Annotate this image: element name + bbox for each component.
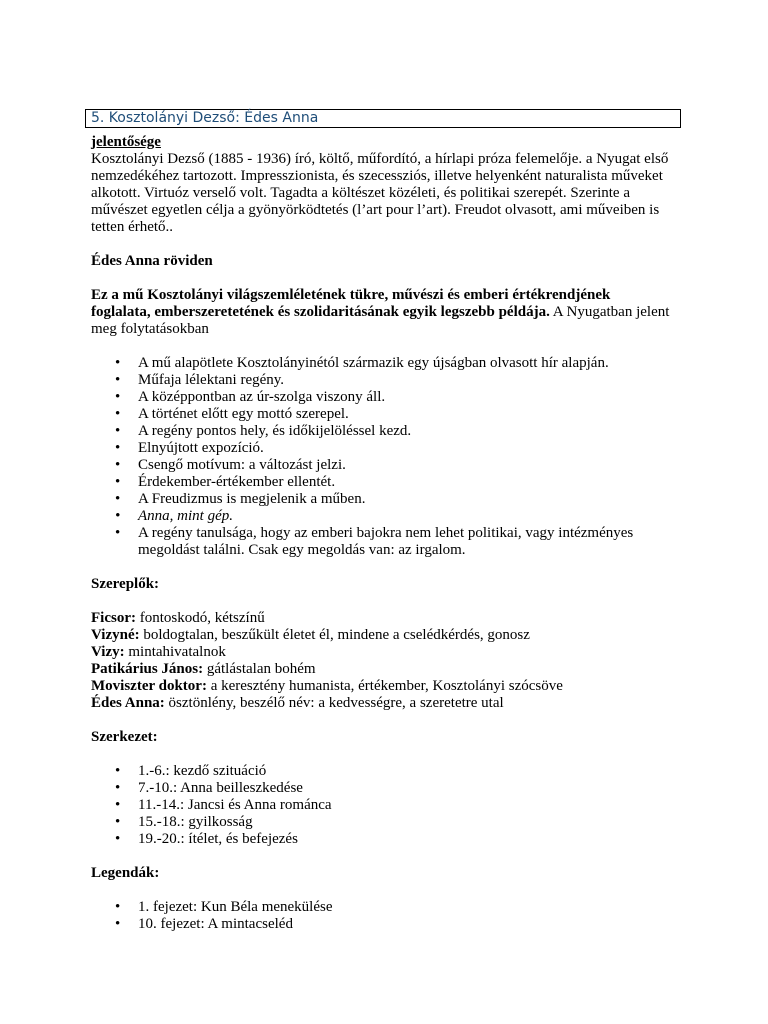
list-item: • Érdekember-értékember ellentét. bbox=[138, 474, 671, 491]
paragraph-roviden bbox=[91, 287, 671, 338]
list-item: • A középpontban az úr-szolga viszony áll. bbox=[138, 389, 671, 406]
character-line bbox=[91, 678, 671, 695]
list-item: • A Freudizmus is megjelenik a műben. bbox=[138, 491, 671, 508]
character-line bbox=[91, 610, 671, 627]
character-name: Ficsor: bbox=[91, 610, 136, 626]
character-desc: gátlástalan bohém bbox=[203, 661, 316, 677]
character-desc: ösztönlény, beszélő név: a kedvességre, a szeretetre utal bbox=[164, 695, 504, 711]
paragraph-roviden-tail: A Nyugatban jelent meg folytatásokban bbox=[91, 304, 670, 337]
section-heading-szerkezet: Szerkezet: bbox=[91, 729, 158, 745]
list-item: • 1.-6.: kezdő szituáció bbox=[138, 763, 671, 780]
list-item: • 19.-20.: ítélet, és befejezés bbox=[138, 831, 671, 848]
list-item: • Csengő motívum: a változást jelzi. bbox=[138, 457, 671, 474]
document-title: 5. Kosztolányi Dezső: Édes Anna bbox=[85, 109, 681, 128]
document-body bbox=[91, 134, 671, 933]
list-item: • Műfaja lélektani regény. bbox=[138, 372, 671, 389]
list-item: • A történet előtt egy mottó szerepel. bbox=[138, 406, 671, 423]
list-item: • 11.-14.: Jancsi és Anna románca bbox=[138, 797, 671, 814]
character-desc: a keresztény humanista, értékember, Kosztolányi szócsöve bbox=[206, 678, 563, 694]
character-desc: fontoskodó, kétszínű bbox=[135, 610, 265, 626]
section-heading-szereplok: Szereplők: bbox=[91, 576, 160, 592]
list-item: • 1. fejezet: Kun Béla menekülése bbox=[138, 899, 671, 916]
character-name: Vizyné: bbox=[91, 627, 140, 643]
list-item: • A regény pontos hely, és időkijelöléssel kezd. bbox=[138, 423, 671, 440]
character-line bbox=[91, 644, 671, 661]
list-item: • 15.-18.: gyilkosság bbox=[138, 814, 671, 831]
character-desc: boldogtalan, beszűkült életet él, mindene a cselédkérdés, gonosz bbox=[139, 627, 530, 643]
section-heading-roviden: Édes Anna röviden bbox=[91, 253, 213, 269]
legendak-list bbox=[91, 899, 671, 933]
section-heading-jelentosege: jelentősége bbox=[91, 134, 161, 150]
list-item: • 7.-10.: Anna beilleszkedése bbox=[138, 780, 671, 797]
character-name: Édes Anna: bbox=[91, 695, 165, 711]
character-line bbox=[91, 661, 671, 678]
character-name: Vizy: bbox=[91, 644, 125, 660]
list-item: • Elnyújtott expozíció. bbox=[138, 440, 671, 457]
paragraph-jelentosege: Kosztolányi Dezső (1885 - 1936) író, költő, műfordító, a hírlapi próza felemelője. a Nyugat első nemzedékéhez tartozott. Impresszionista, és szecessziós, illetve helyenként naturalista műveket alkotott. Virtuóz verselő volt. Tagadta a költészet közéleti, és politikai szerepét. Szerinte a művészet egyetlen célja a gyönyörködtetés (l’art pour l’art). Freudot olvasott, ami műveiben is tetten érhető.. bbox=[91, 151, 669, 235]
character-desc: mintahivatalnok bbox=[124, 644, 226, 660]
list-item: • 10. fejezet: A mintacseléd bbox=[138, 916, 671, 933]
character-name: Moviszter doktor: bbox=[91, 678, 207, 694]
roviden-list bbox=[91, 355, 671, 559]
list-item: • A mű alapötlete Kosztolányinétól származik egy újságban olvasott hír alapján. bbox=[138, 355, 671, 372]
character-line bbox=[91, 627, 671, 644]
character-line bbox=[91, 695, 671, 712]
list-item: • Anna, mint gép. bbox=[138, 508, 671, 525]
section-heading-legendak: Legendák: bbox=[91, 865, 160, 881]
szerkezet-list bbox=[91, 763, 671, 848]
character-name: Patikárius János: bbox=[91, 661, 204, 677]
paragraph-roviden-bold: Ez a mű Kosztolányi világszemléletének tükre, művészi és emberi értékrendjének foglalata, emberszeretetének és szolidaritásának egyik legszebb példája. bbox=[91, 287, 611, 320]
list-item: • A regény tanulsága, hogy az emberi bajokra nem lehet politikai, vagy intézményes megoldást találni. Csak egy megoldás van: az irgalom. bbox=[138, 525, 671, 559]
